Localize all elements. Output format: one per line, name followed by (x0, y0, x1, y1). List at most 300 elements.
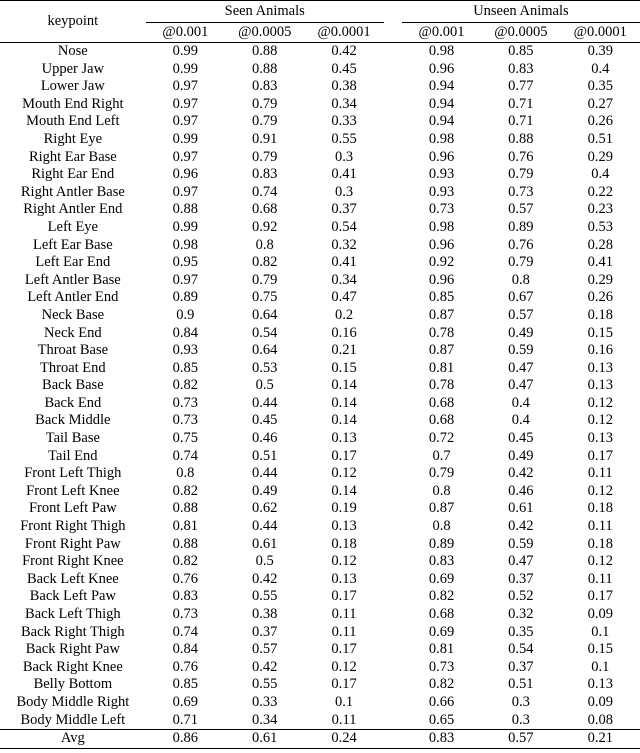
seen-value-cell: 0.79 (252, 95, 278, 112)
seen-value-cell: 0.17 (331, 641, 357, 658)
table-row (0, 430, 640, 448)
seen-value-cell: 0.3 (335, 148, 354, 165)
table-row (0, 676, 640, 694)
unseen-value-cell: 0.08 (587, 711, 613, 728)
table-row (0, 448, 640, 466)
group-gap (384, 412, 402, 430)
keypoint-name-cell: Right Ear End (31, 166, 115, 183)
seen-value-cell: 0.76 (172, 658, 199, 675)
group-gap (384, 500, 402, 518)
unseen-value-cell: 0.66 (428, 693, 455, 710)
seen-value-cell: 0.61 (252, 535, 278, 552)
group-gap (384, 43, 402, 61)
unseen-value-cell: 0.35 (508, 623, 534, 640)
seen-value-cell: 0.75 (172, 430, 199, 447)
keypoint-name-cell: Right Antler Base (20, 183, 125, 200)
seen-value-cell: 0.79 (252, 148, 278, 165)
seen-value-cell: 0.41 (331, 166, 357, 183)
unseen-value-cell: 0.59 (508, 535, 534, 552)
unseen-value-cell: 0.11 (587, 465, 613, 482)
seen-value-cell: 0.14 (331, 412, 357, 429)
unseen-value-cell: 0.98 (428, 218, 455, 235)
seen-value-cell: 0.51 (252, 447, 278, 464)
seen-value-cell: 0.21 (331, 342, 357, 359)
table-row (0, 43, 640, 61)
unseen-value-cell: 0.79 (428, 465, 455, 482)
unseen-value-cell: 0.15 (587, 641, 613, 658)
unseen-value-cell: 0.81 (428, 359, 455, 376)
table-row (0, 606, 640, 624)
seen-value-cell: 0.82 (172, 553, 199, 570)
seen-value-cell: 0.8 (255, 236, 274, 253)
seen-value-cell: 0.97 (172, 183, 199, 200)
threshold-header: @0.0005 (494, 24, 548, 40)
seen-value-cell: 0.75 (252, 289, 278, 306)
threshold-header: @0.0005 (238, 24, 292, 40)
table-row (0, 289, 640, 307)
keypoint-name-cell: Front Right Knee (22, 553, 124, 570)
unseen-value-cell: 0.11 (587, 570, 613, 587)
group-gap (384, 325, 402, 343)
keypoint-name-cell: Throat Base (37, 342, 109, 359)
keypoint-name-cell: Mouth End Right (22, 95, 124, 112)
seen-value-cell: 0.14 (331, 482, 357, 499)
seen-value-cell: 0.15 (331, 359, 357, 376)
unseen-value-cell: 0.98 (428, 130, 455, 147)
seen-value-cell: 0.82 (172, 377, 199, 394)
seen-value-cell: 0.1 (335, 693, 354, 710)
unseen-value-cell: 0.26 (587, 113, 613, 130)
seen-value-cell: 0.45 (252, 412, 278, 429)
keypoint-name-cell: Upper Jaw (41, 60, 105, 77)
unseen-value-cell: 0.21 (561, 730, 640, 749)
keypoint-header: keypoint (0, 1, 146, 43)
keypoint-name-cell: Neck Base (41, 306, 105, 323)
table-row (0, 465, 640, 483)
unseen-animals-header: Unseen Animals (402, 1, 640, 23)
keypoint-name-cell: Belly Bottom (33, 676, 113, 693)
unseen-value-cell: 0.69 (428, 623, 455, 640)
unseen-value-cell: 0.88 (508, 130, 534, 147)
seen-value-cell: 0.47 (331, 289, 357, 306)
group-gap (384, 483, 402, 501)
seen-value-cell: 0.16 (331, 324, 357, 341)
average-row (0, 730, 640, 749)
seen-value-cell: 0.13 (331, 430, 357, 447)
table-row (0, 500, 640, 518)
seen-value-cell: 0.99 (172, 218, 199, 235)
unseen-value-cell: 0.4 (591, 60, 610, 77)
keypoint-name-cell: Left Antler Base (24, 271, 121, 288)
seen-value-cell: 0.74 (252, 183, 278, 200)
unseen-value-cell: 0.76 (508, 148, 534, 165)
seen-value-cell: 0.96 (172, 166, 199, 183)
keypoint-name-cell: Front Left Knee (26, 482, 120, 499)
seen-value-cell: 0.88 (172, 201, 199, 218)
seen-value-cell: 0.79 (252, 113, 278, 130)
table-row (0, 272, 640, 290)
keypoint-name-cell: Back Middle (35, 412, 111, 429)
unseen-value-cell: 0.37 (508, 570, 534, 587)
seen-value-cell: 0.84 (172, 641, 199, 658)
seen-value-cell: 0.86 (146, 730, 225, 749)
seen-value-cell: 0.42 (252, 658, 278, 675)
seen-value-cell: 0.89 (172, 289, 199, 306)
unseen-value-cell: 0.3 (511, 693, 530, 710)
unseen-value-cell: 0.94 (428, 78, 455, 95)
table-row (0, 113, 640, 131)
unseen-value-cell: 0.4 (511, 412, 530, 429)
seen-value-cell: 0.74 (172, 447, 199, 464)
unseen-value-cell: 0.78 (428, 377, 455, 394)
table-row (0, 712, 640, 730)
unseen-value-cell: 0.71 (508, 113, 534, 130)
unseen-value-cell: 0.42 (508, 465, 534, 482)
seen-value-cell: 0.84 (172, 324, 199, 341)
keypoint-name-cell: Left Eye (47, 218, 98, 235)
unseen-value-cell: 0.51 (508, 676, 534, 693)
unseen-value-cell: 0.73 (428, 658, 455, 675)
keypoint-name-cell: Nose (57, 43, 88, 59)
seen-value-cell: 0.38 (252, 606, 278, 622)
table-row (0, 641, 640, 659)
seen-value-cell: 0.55 (252, 588, 278, 605)
unseen-value-cell: 0.35 (587, 78, 613, 95)
seen-value-cell: 0.71 (172, 711, 199, 728)
unseen-value-cell: 0.83 (428, 553, 455, 570)
group-gap (384, 342, 402, 360)
unseen-value-cell: 0.81 (428, 641, 455, 658)
keypoint-name-cell: Throat End (40, 359, 106, 376)
table-row (0, 184, 640, 202)
seen-value-cell: 0.42 (331, 43, 357, 59)
unseen-value-cell: 0.82 (428, 588, 455, 605)
group-gap (384, 553, 402, 571)
unseen-value-cell: 0.96 (428, 236, 455, 253)
seen-value-cell: 0.11 (331, 606, 357, 622)
group-gap (384, 184, 402, 202)
keypoint-name-cell: Mouth End Left (26, 113, 120, 130)
unseen-value-cell: 0.68 (428, 606, 455, 622)
group-gap (384, 730, 402, 749)
keypoint-name-cell: Right Antler End (23, 201, 123, 218)
table-row (0, 412, 640, 430)
unseen-value-cell: 0.87 (428, 342, 455, 359)
seen-value-cell: 0.99 (172, 43, 199, 59)
seen-value-cell: 0.74 (172, 623, 199, 640)
group-gap (384, 641, 402, 659)
unseen-value-cell: 0.76 (508, 236, 534, 253)
unseen-value-cell: 0.39 (587, 43, 613, 59)
keypoint-name-cell: Back Left Knee (26, 570, 119, 587)
unseen-value-cell: 0.32 (508, 606, 534, 622)
group-gap (384, 219, 402, 237)
group-gap (384, 113, 402, 131)
unseen-value-cell: 0.94 (428, 95, 455, 112)
unseen-value-cell: 0.85 (428, 289, 455, 306)
keypoint-name-cell: Tail Base (45, 430, 100, 447)
seen-value-cell: 0.9 (176, 306, 195, 323)
unseen-value-cell: 0.72 (428, 430, 455, 447)
seen-value-cell: 0.13 (331, 570, 357, 587)
table-row (0, 553, 640, 571)
keypoint-name-cell: Back Left Paw (29, 588, 116, 605)
seen-value-cell: 0.55 (252, 676, 278, 693)
table-row (0, 588, 640, 606)
seen-value-cell: 0.34 (331, 271, 357, 288)
seen-value-cell: 0.83 (172, 588, 199, 605)
unseen-value-cell: 0.12 (587, 394, 613, 411)
seen-value-cell: 0.13 (331, 518, 357, 535)
group-gap (384, 571, 402, 589)
seen-value-cell: 0.88 (252, 60, 278, 77)
unseen-value-cell: 0.3 (511, 711, 530, 728)
seen-value-cell: 0.85 (172, 359, 199, 376)
seen-animals-header: Seen Animals (146, 1, 384, 23)
table-row (0, 325, 640, 343)
keypoint-name-cell: Neck End (44, 324, 102, 341)
unseen-value-cell: 0.29 (587, 271, 613, 288)
table-row (0, 377, 640, 395)
seen-value-cell: 0.44 (252, 394, 278, 411)
seen-value-cell: 0.73 (172, 394, 199, 411)
unseen-value-cell: 0.57 (508, 306, 534, 323)
group-gap (384, 307, 402, 325)
keypoint-name-cell: Back End (44, 394, 102, 411)
seen-value-cell: 0.33 (252, 693, 278, 710)
table-row (0, 61, 640, 79)
unseen-value-cell: 0.49 (508, 447, 534, 464)
unseen-value-cell: 0.12 (587, 412, 613, 429)
table-row (0, 342, 640, 360)
unseen-value-cell: 0.47 (508, 359, 534, 376)
threshold-header: @0.001 (418, 24, 465, 40)
seen-value-cell: 0.53 (252, 359, 278, 376)
unseen-value-cell: 0.89 (508, 218, 534, 235)
seen-value-cell: 0.81 (172, 518, 199, 535)
table-row (0, 624, 640, 642)
unseen-value-cell: 0.68 (428, 394, 455, 411)
group-gap (384, 289, 402, 307)
unseen-value-cell: 0.54 (508, 641, 534, 658)
unseen-value-cell: 0.79 (508, 166, 534, 183)
seen-value-cell: 0.95 (172, 254, 199, 271)
unseen-value-cell: 0.93 (428, 166, 455, 183)
unseen-value-cell: 0.73 (508, 183, 534, 200)
group-gap (384, 465, 402, 483)
seen-value-cell: 0.42 (252, 570, 278, 587)
seen-value-cell: 0.97 (172, 148, 199, 165)
keypoint-name-cell: Left Ear End (35, 254, 111, 271)
seen-value-cell: 0.82 (172, 482, 199, 499)
keypoint-name-cell: Left Antler End (27, 289, 119, 306)
unseen-value-cell: 0.57 (508, 201, 534, 218)
seen-value-cell: 0.44 (252, 518, 278, 535)
unseen-value-cell: 0.29 (587, 148, 613, 165)
seen-value-cell: 0.73 (172, 606, 199, 622)
unseen-value-cell: 0.17 (587, 447, 613, 464)
seen-value-cell: 0.61 (225, 730, 304, 749)
seen-value-cell: 0.76 (172, 570, 199, 587)
seen-value-cell: 0.5 (255, 553, 274, 570)
seen-value-cell: 0.37 (331, 201, 357, 218)
seen-value-cell: 0.97 (172, 113, 199, 130)
seen-value-cell: 0.99 (172, 130, 199, 147)
seen-value-cell: 0.12 (331, 465, 357, 482)
seen-value-cell: 0.3 (335, 183, 354, 200)
seen-value-cell: 0.93 (172, 342, 199, 359)
seen-value-cell: 0.92 (252, 218, 278, 235)
group-gap (384, 166, 402, 184)
keypoint-name-cell: Back Left Thigh (25, 606, 121, 622)
table-row (0, 131, 640, 149)
group-gap (384, 237, 402, 255)
group-gap (384, 624, 402, 642)
unseen-value-cell: 0.78 (428, 324, 455, 341)
unseen-value-cell: 0.96 (428, 271, 455, 288)
keypoint-name-cell: Back Base (42, 377, 104, 394)
unseen-value-cell: 0.79 (508, 254, 534, 271)
unseen-value-cell: 0.83 (402, 730, 481, 749)
seen-value-cell: 0.14 (331, 377, 357, 394)
unseen-value-cell: 0.37 (508, 658, 534, 675)
unseen-value-cell: 0.18 (587, 535, 613, 552)
unseen-value-cell: 0.57 (481, 730, 560, 749)
seen-value-cell: 0.17 (331, 447, 357, 464)
unseen-value-cell: 0.67 (508, 289, 534, 306)
group-gap (384, 360, 402, 378)
seen-value-cell: 0.54 (252, 324, 278, 341)
unseen-value-cell: 0.73 (428, 201, 455, 218)
unseen-value-cell: 0.82 (428, 676, 455, 693)
unseen-value-cell: 0.45 (508, 430, 534, 447)
unseen-value-cell: 0.85 (508, 43, 534, 59)
table-row (0, 307, 640, 325)
keypoint-name-cell: Front Left Paw (28, 500, 117, 517)
unseen-value-cell: 0.8 (432, 482, 451, 499)
group-gap (384, 659, 402, 677)
unseen-value-cell: 0.87 (428, 500, 455, 517)
keypoint-name-cell: Front Right Paw (24, 535, 121, 552)
seen-value-cell: 0.82 (252, 254, 278, 271)
unseen-value-cell: 0.83 (508, 60, 534, 77)
unseen-value-cell: 0.46 (508, 482, 534, 499)
unseen-value-cell: 0.65 (428, 711, 455, 728)
unseen-value-cell: 0.26 (587, 289, 613, 306)
unseen-value-cell: 0.1 (591, 658, 610, 675)
unseen-value-cell: 0.13 (587, 359, 613, 376)
seen-value-cell: 0.34 (331, 95, 357, 112)
seen-value-cell: 0.37 (252, 623, 278, 640)
seen-value-cell: 0.38 (331, 78, 357, 95)
unseen-value-cell: 0.96 (428, 60, 455, 77)
unseen-value-cell: 0.77 (508, 78, 534, 95)
seen-value-cell: 0.88 (172, 500, 199, 517)
unseen-value-cell: 0.28 (587, 236, 613, 253)
seen-value-cell: 0.55 (331, 130, 357, 147)
seen-value-cell: 0.64 (252, 306, 278, 323)
unseen-value-cell: 0.94 (428, 113, 455, 130)
table-row (0, 78, 640, 96)
table-row (0, 201, 640, 219)
unseen-value-cell: 0.59 (508, 342, 534, 359)
threshold-header: @0.0001 (573, 24, 627, 40)
group-gap (384, 23, 402, 43)
table-body (0, 43, 640, 749)
seen-value-cell: 0.88 (252, 43, 278, 59)
unseen-value-cell: 0.17 (587, 588, 613, 605)
seen-value-cell: 0.49 (252, 482, 278, 499)
unseen-value-cell: 0.11 (587, 518, 613, 535)
seen-value-cell: 0.5 (255, 377, 274, 394)
unseen-value-cell: 0.61 (508, 500, 534, 517)
table-row (0, 518, 640, 536)
unseen-value-cell: 0.98 (428, 43, 455, 59)
seen-value-cell: 0.2 (335, 306, 354, 323)
unseen-value-cell: 0.16 (587, 342, 613, 359)
seen-value-cell: 0.97 (172, 78, 199, 95)
seen-value-cell: 0.97 (172, 95, 199, 112)
unseen-value-cell: 0.53 (587, 218, 613, 235)
unseen-value-cell: 0.52 (508, 588, 534, 605)
seen-value-cell: 0.54 (331, 218, 357, 235)
table-row (0, 483, 640, 501)
seen-value-cell: 0.17 (331, 588, 357, 605)
keypoint-name-cell: Body Middle Left (20, 711, 126, 728)
group-gap (384, 588, 402, 606)
unseen-value-cell: 0.27 (587, 95, 613, 112)
group-gap (384, 518, 402, 536)
seen-value-cell: 0.34 (252, 711, 278, 728)
seen-value-cell: 0.85 (172, 676, 199, 693)
keypoint-name-cell: Front Right Thigh (20, 518, 126, 535)
seen-value-cell: 0.99 (172, 60, 199, 77)
group-gap (384, 694, 402, 712)
table-row (0, 571, 640, 589)
unseen-value-cell: 0.12 (587, 482, 613, 499)
table-row (0, 694, 640, 712)
table-row (0, 237, 640, 255)
seen-value-cell: 0.83 (252, 166, 278, 183)
unseen-value-cell: 0.87 (428, 306, 455, 323)
unseen-value-cell: 0.41 (587, 254, 613, 271)
keypoint-name-cell: Back Right Paw (25, 641, 120, 658)
group-gap (384, 131, 402, 149)
seen-value-cell: 0.19 (331, 500, 357, 517)
keypoint-name-cell: Lower Jaw (40, 78, 105, 95)
seen-value-cell: 0.44 (252, 465, 278, 482)
unseen-value-cell: 0.68 (428, 412, 455, 429)
seen-value-cell: 0.98 (172, 236, 199, 253)
unseen-value-cell: 0.4 (591, 166, 610, 183)
group-gap (384, 676, 402, 694)
seen-value-cell: 0.8 (176, 465, 195, 482)
seen-value-cell: 0.73 (172, 412, 199, 429)
keypoint-name-cell: Back Right Thigh (21, 623, 125, 640)
seen-value-cell: 0.91 (252, 130, 278, 147)
table-row (0, 219, 640, 237)
seen-value-cell: 0.41 (331, 254, 357, 271)
unseen-value-cell: 0.8 (432, 518, 451, 535)
table-row (0, 395, 640, 413)
seen-value-cell: 0.57 (252, 641, 278, 658)
table-header (0, 1, 640, 43)
seen-value-cell: 0.18 (331, 535, 357, 552)
unseen-value-cell: 0.22 (587, 183, 613, 200)
table-row (0, 254, 640, 272)
seen-value-cell: 0.11 (331, 623, 357, 640)
unseen-value-cell: 0.49 (508, 324, 534, 341)
